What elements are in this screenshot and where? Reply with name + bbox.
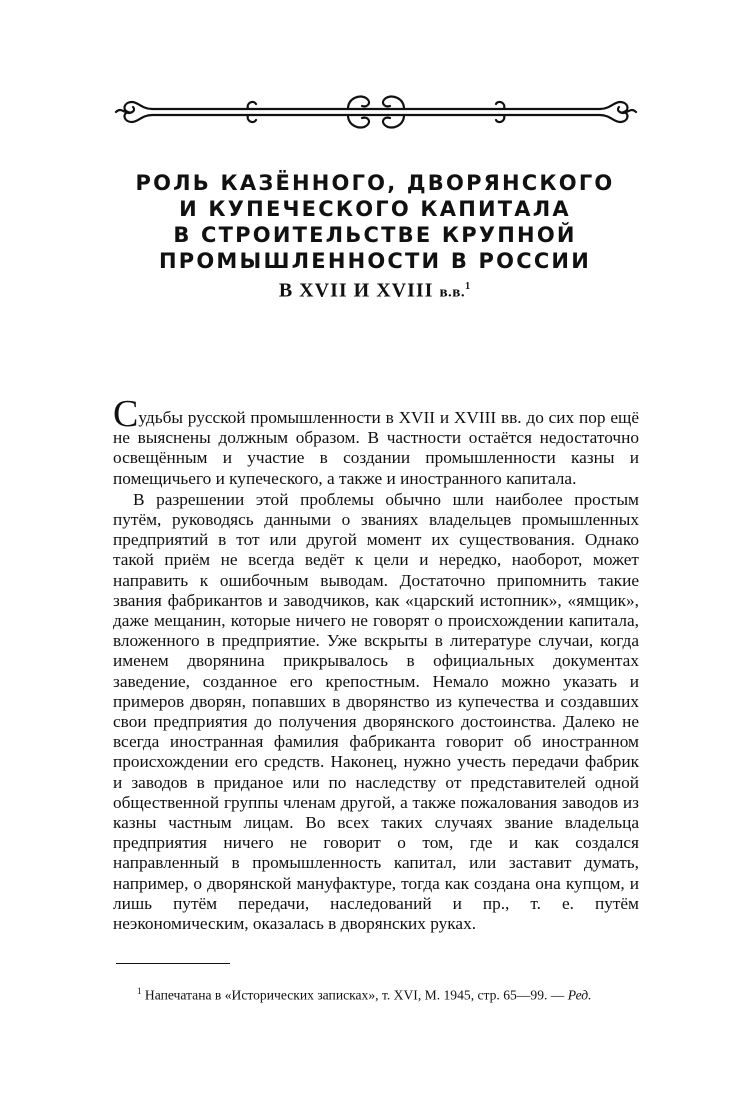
title-line-3: В СТРОИТЕЛЬСТВЕ КРУПНОЙ bbox=[173, 223, 577, 247]
title-footnote-marker: 1 bbox=[465, 281, 472, 292]
footnote-rule bbox=[116, 963, 230, 964]
title-century: В XVII И XVIII bbox=[278, 279, 440, 302]
title-line-4: ПРОМЫШЛЕННОСТИ В РОССИИ bbox=[159, 249, 591, 273]
drop-cap: С bbox=[113, 393, 139, 435]
paragraph-1 bbox=[113, 393, 639, 489]
footnote-text: Напечатана в «Исторических записках», т. XVI, М. 1945, стр. 65—99. — bbox=[141, 987, 568, 1003]
title-line-2: И КУПЕЧЕСКОГО КАПИТАЛА bbox=[179, 197, 571, 221]
header-ornament bbox=[112, 90, 640, 138]
footnote-editor-mark: Ред. bbox=[567, 987, 592, 1003]
title-century-suffix: в.в. bbox=[439, 284, 466, 301]
title-line-1: РОЛЬ КАЗЁННОГО, ДВОРЯНСКОГО bbox=[135, 171, 615, 195]
body-text bbox=[113, 393, 639, 934]
title-line-5 bbox=[110, 274, 640, 306]
paragraph-1-text: удьбы русской промышленности в XVII и XVIII вв. до сих пор ещё не выяснены должным образом. В частности остаётся недостаточно освещённым и участие в создании промышленности казны и помещичьего и купеческого, а также и иностранного капитала. bbox=[113, 408, 639, 488]
footnote-marker: 1 bbox=[137, 985, 142, 996]
paragraph-2: В разрешении этой проблемы обычно шли наиболее простым путём, руководясь данными о званиях владельцев промышленных предприятий в тот или другой момент их существования. Однако такой приём не всегда ведёт к цели и нередко, наоборот, может направить к ошибочным выводам. Достаточно припомнить такие звания фабрикантов и заводчиков, как «царский истопник», «ямщик», даже мещанин, которые ничего не говорят о происхождении капитала, вложенного в предприятие. Уже вскрыты в литературе случаи, когда именем дворянина прикрывалось в официальных документах заведение, созданное его крепостным. Немало можно указать и примеров дворян, попавших в дворянство из купечества и создавших свои предприятия до получения дворянского достоинства. Далеко не всегда иностранная фамилия фабриканта говорит об иностранном происхождении его средств. Наконец, нужно учесть передачи фабрик и заводов в приданое или по наследству от представителей одной общественной группы членам другой, а также пожалования заводов из казны частным лицам. Во всех таких случаях звание владельца предприятия ничего не говорит о том, где и как создался направленный в промышленность капитал, или заставит думать, например, о дворянской мануфактуре, тогда как создана она купцом, и лишь путём передачи, наследований и пр., т. е. путём неэкономическим, оказалась в дворянских руках. bbox=[113, 489, 639, 934]
footnote bbox=[113, 982, 639, 1005]
chapter-title bbox=[110, 170, 640, 306]
